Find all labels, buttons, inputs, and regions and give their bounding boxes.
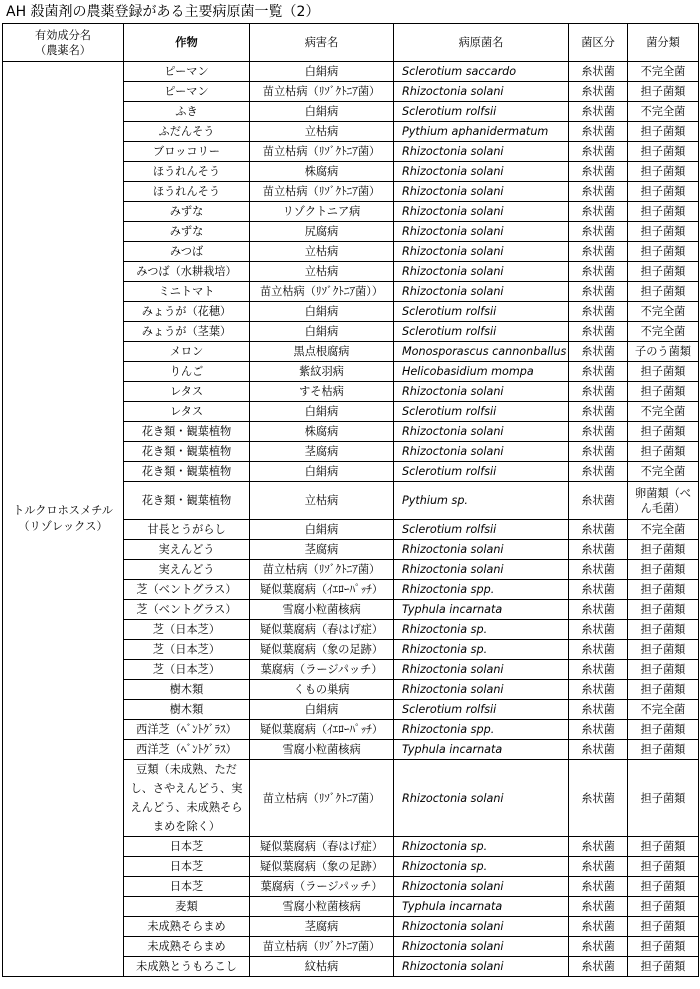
pathogen-cell: Rhizoctonia sp. [394, 640, 569, 660]
class-cell: 担子菌類 [628, 422, 699, 442]
pathogen-cell: Rhizoctonia solani [394, 422, 569, 442]
class-cell: 担子菌類 [628, 720, 699, 740]
disease-cell: 苗立枯病（ﾘｿﾞｸﾄﾆｱ菌） [250, 560, 394, 580]
pathogen-cell: Sclerotium saccardo [394, 62, 569, 82]
disease-cell: 葉腐病（ラージパッチ） [250, 660, 394, 680]
class-cell: 担子菌類 [628, 222, 699, 242]
type-cell: 糸状菌 [569, 402, 628, 422]
pathogen-cell: Sclerotium rolfsii [394, 700, 569, 720]
crop-cell: 未成熟とうもろこし [124, 957, 250, 977]
pathogen-cell: Rhizoctonia solani [394, 162, 569, 182]
disease-cell: 白絹病 [250, 520, 394, 540]
crop-cell: メロン [124, 342, 250, 362]
crop-cell: みつば [124, 242, 250, 262]
disease-cell: 立枯病 [250, 242, 394, 262]
header-type: 菌区分 [569, 24, 628, 62]
type-cell: 糸状菌 [569, 322, 628, 342]
type-cell: 糸状菌 [569, 560, 628, 580]
table-header-row [3, 24, 699, 62]
pathogen-cell: Rhizoctonia sp. [394, 620, 569, 640]
pathogen-cell: Rhizoctonia spp. [394, 720, 569, 740]
type-cell: 糸状菌 [569, 222, 628, 242]
crop-cell: 豆類（未成熟、ただし、さやえんどう、実えんどう、未成熟そらまめを除く） [124, 760, 250, 837]
crop-cell: 樹木類 [124, 680, 250, 700]
class-cell: 不完全菌 [628, 520, 699, 540]
crop-cell: 甘長とうがらし [124, 520, 250, 540]
type-cell: 糸状菌 [569, 362, 628, 382]
disease-cell: 苗立枯病（ﾘｿﾞｸﾄﾆｱ菌） [250, 760, 394, 837]
pathogen-cell: Typhula incarnata [394, 600, 569, 620]
header-pathogen: 病原菌名 [394, 24, 569, 62]
crop-cell: みつば（水耕栽培） [124, 262, 250, 282]
disease-cell: 雪腐小粒菌核病 [250, 897, 394, 917]
class-cell: 不完全菌 [628, 102, 699, 122]
type-cell: 糸状菌 [569, 937, 628, 957]
crop-cell: みょうが（花穂） [124, 302, 250, 322]
pathogen-cell: Rhizoctonia solani [394, 222, 569, 242]
class-cell: 担子菌類 [628, 837, 699, 857]
class-cell: 担子菌類 [628, 262, 699, 282]
type-cell: 糸状菌 [569, 720, 628, 740]
crop-cell: 日本芝 [124, 877, 250, 897]
pathogen-cell: Rhizoctonia solani [394, 82, 569, 102]
class-cell: 担子菌類 [628, 560, 699, 580]
class-cell: 担子菌類 [628, 857, 699, 877]
class-cell: 担子菌類 [628, 162, 699, 182]
pathogen-cell: Rhizoctonia solani [394, 540, 569, 560]
pathogen-cell: Rhizoctonia solani [394, 680, 569, 700]
crop-cell: 実えんどう [124, 540, 250, 560]
type-cell: 糸状菌 [569, 897, 628, 917]
class-cell: 担子菌類 [628, 242, 699, 262]
class-cell: 担子菌類 [628, 877, 699, 897]
disease-cell: 苗立枯病（ﾘｿﾞｸﾄﾆｱ菌） [250, 142, 394, 162]
pathogen-cell: Pythium sp. [394, 482, 569, 520]
type-cell: 糸状菌 [569, 442, 628, 462]
disease-cell: 苗立枯病（ﾘｿﾞｸﾄﾆｱ菌） [250, 937, 394, 957]
type-cell: 糸状菌 [569, 482, 628, 520]
table-body [3, 62, 699, 977]
crop-cell: りんご [124, 362, 250, 382]
pathogen-cell: Helicobasidium mompa [394, 362, 569, 382]
type-cell: 糸状菌 [569, 182, 628, 202]
class-cell: 担子菌類 [628, 937, 699, 957]
type-cell: 糸状菌 [569, 282, 628, 302]
disease-cell: 茎腐病 [250, 917, 394, 937]
type-cell: 糸状菌 [569, 640, 628, 660]
type-cell: 糸状菌 [569, 660, 628, 680]
disease-cell: 白絹病 [250, 62, 394, 82]
disease-cell: 紫紋羽病 [250, 362, 394, 382]
disease-cell: 株腐病 [250, 162, 394, 182]
pathogen-cell: Rhizoctonia solani [394, 382, 569, 402]
class-cell: 担子菌類 [628, 202, 699, 222]
pathogen-cell: Rhizoctonia solani [394, 242, 569, 262]
class-cell: 担子菌類 [628, 620, 699, 640]
disease-cell: 白絹病 [250, 322, 394, 342]
disease-cell: 白絹病 [250, 302, 394, 322]
type-cell: 糸状菌 [569, 202, 628, 222]
pathogen-cell: Rhizoctonia solani [394, 442, 569, 462]
crop-cell: みょうが（茎葉） [124, 322, 250, 342]
pathogen-cell: Rhizoctonia solani [394, 660, 569, 680]
crop-cell: ふだんそう [124, 122, 250, 142]
class-cell: 不完全菌 [628, 302, 699, 322]
crop-cell: 花き類・観葉植物 [124, 462, 250, 482]
type-cell: 糸状菌 [569, 540, 628, 560]
type-cell: 糸状菌 [569, 580, 628, 600]
disease-cell: 茎腐病 [250, 540, 394, 560]
crop-cell: みずな [124, 202, 250, 222]
class-cell: 担子菌類 [628, 957, 699, 977]
pathogen-cell: Rhizoctonia solani [394, 917, 569, 937]
crop-cell: 芝（ベントグラス） [124, 600, 250, 620]
disease-cell: リゾクトニア病 [250, 202, 394, 222]
disease-cell: 白絹病 [250, 462, 394, 482]
header-disease: 病害名 [250, 24, 394, 62]
disease-cell: 尻腐病 [250, 222, 394, 242]
disease-cell: 疑似葉腐病（春はげ症） [250, 620, 394, 640]
pathogen-cell: Sclerotium rolfsii [394, 520, 569, 540]
disease-cell: 雪腐小粒菌核病 [250, 600, 394, 620]
type-cell: 糸状菌 [569, 760, 628, 837]
pathogen-cell: Rhizoctonia solani [394, 182, 569, 202]
pathogen-cell: Rhizoctonia solani [394, 957, 569, 977]
class-cell: 担子菌類 [628, 660, 699, 680]
pathogen-cell: Rhizoctonia solani [394, 282, 569, 302]
type-cell: 糸状菌 [569, 917, 628, 937]
pathogen-cell: Sclerotium rolfsii [394, 322, 569, 342]
crop-cell: 花き類・観葉植物 [124, 482, 250, 520]
header-ingredient-label: 有効成分名 （農薬名） [35, 28, 91, 57]
type-cell: 糸状菌 [569, 462, 628, 482]
active-ingredient-label: トルクロホスメチル （リゾレックス） [13, 504, 113, 533]
crop-cell: 芝（日本芝） [124, 660, 250, 680]
type-cell: 糸状菌 [569, 142, 628, 162]
pathogen-cell: Typhula incarnata [394, 740, 569, 760]
crop-cell: 麦類 [124, 897, 250, 917]
pathogen-cell: Rhizoctonia solani [394, 760, 569, 837]
class-cell: 担子菌類 [628, 640, 699, 660]
crop-cell: 芝（ベントグラス） [124, 580, 250, 600]
pathogen-cell: Rhizoctonia solani [394, 202, 569, 222]
class-cell: 担子菌類 [628, 442, 699, 462]
pathogen-cell: Rhizoctonia solani [394, 262, 569, 282]
type-cell: 糸状菌 [569, 162, 628, 182]
class-cell: 子のう菌類 [628, 342, 699, 362]
class-cell: 担子菌類 [628, 540, 699, 560]
type-cell: 糸状菌 [569, 680, 628, 700]
pathogen-cell: Sclerotium rolfsii [394, 462, 569, 482]
pathogen-cell: Sclerotium rolfsii [394, 302, 569, 322]
crop-cell: ピーマン [124, 62, 250, 82]
disease-cell: 雪腐小粒菌核病 [250, 740, 394, 760]
crop-cell: ミニトマト [124, 282, 250, 302]
crop-cell: ブロッコリー [124, 142, 250, 162]
class-cell: 担子菌類 [628, 917, 699, 937]
crop-cell: ふき [124, 102, 250, 122]
class-cell: 担子菌類 [628, 362, 699, 382]
type-cell: 糸状菌 [569, 122, 628, 142]
crop-cell: 花き類・観葉植物 [124, 442, 250, 462]
disease-cell: 葉腐病（ラージパッチ） [250, 877, 394, 897]
pathogen-cell: Rhizoctonia spp. [394, 580, 569, 600]
type-cell: 糸状菌 [569, 82, 628, 102]
header-class: 菌分類 [628, 24, 699, 62]
disease-cell: 疑似葉腐病（象の足跡） [250, 857, 394, 877]
class-cell: 担子菌類 [628, 142, 699, 162]
crop-cell: レタス [124, 402, 250, 422]
type-cell: 糸状菌 [569, 520, 628, 540]
class-cell: 担子菌類 [628, 760, 699, 837]
type-cell: 糸状菌 [569, 600, 628, 620]
disease-cell: 疑似葉腐病（ｲｴﾛｰﾊﾟｯﾁ） [250, 720, 394, 740]
type-cell: 糸状菌 [569, 262, 628, 282]
crop-cell: 芝（日本芝） [124, 620, 250, 640]
crop-cell: ほうれんそう [124, 162, 250, 182]
disease-cell: 立枯病 [250, 122, 394, 142]
disease-cell: 苗立枯病（ﾘｿﾞｸﾄﾆｱ菌）） [250, 282, 394, 302]
type-cell: 糸状菌 [569, 422, 628, 442]
pathogen-cell: Pythium aphanidermatum [394, 122, 569, 142]
pathogen-cell: Sclerotium rolfsii [394, 102, 569, 122]
crop-cell: 日本芝 [124, 857, 250, 877]
disease-cell: 疑似葉腐病（ｲｴﾛｰﾊﾟｯﾁ） [250, 580, 394, 600]
class-cell: 卵菌類（べん毛菌） [628, 482, 699, 520]
type-cell: 糸状菌 [569, 837, 628, 857]
pathogen-cell: Monosporascus cannonballus [394, 342, 569, 362]
disease-cell: 苗立枯病（ﾘｿﾞｸﾄﾆｱ菌） [250, 182, 394, 202]
crop-cell: 芝（日本芝） [124, 640, 250, 660]
type-cell: 糸状菌 [569, 62, 628, 82]
class-cell: 担子菌類 [628, 600, 699, 620]
pathogen-cell: Rhizoctonia solani [394, 142, 569, 162]
class-cell: 不完全菌 [628, 322, 699, 342]
type-cell: 糸状菌 [569, 102, 628, 122]
crop-cell: レタス [124, 382, 250, 402]
type-cell: 糸状菌 [569, 740, 628, 760]
disease-cell: 疑似葉腐病（象の足跡） [250, 640, 394, 660]
crop-cell: 西洋芝（ﾍﾞﾝﾄｸﾞﾗｽ） [124, 740, 250, 760]
page-title: AH 殺菌剤の農薬登録がある主要病原菌一覧（2） [6, 4, 320, 20]
crop-cell: ほうれんそう [124, 182, 250, 202]
class-cell: 不完全菌 [628, 62, 699, 82]
type-cell: 糸状菌 [569, 877, 628, 897]
disease-cell: 茎腐病 [250, 442, 394, 462]
pathogen-cell: Sclerotium rolfsii [394, 402, 569, 422]
class-cell: 不完全菌 [628, 700, 699, 720]
class-cell: 担子菌類 [628, 182, 699, 202]
pathogen-table [2, 23, 699, 977]
disease-cell: くもの巣病 [250, 680, 394, 700]
pathogen-cell: Rhizoctonia sp. [394, 857, 569, 877]
crop-cell: 日本芝 [124, 837, 250, 857]
class-cell: 担子菌類 [628, 382, 699, 402]
header-crop: 作物 [124, 24, 250, 62]
pathogen-cell: Typhula incarnata [394, 897, 569, 917]
class-cell: 不完全菌 [628, 402, 699, 422]
type-cell: 糸状菌 [569, 342, 628, 362]
pathogen-cell: Rhizoctonia solani [394, 560, 569, 580]
disease-cell: 白絹病 [250, 102, 394, 122]
crop-cell: 西洋芝（ﾍﾞﾝﾄｸﾞﾗｽ） [124, 720, 250, 740]
disease-cell: 苗立枯病（ﾘｿﾞｸﾄﾆｱ菌） [250, 82, 394, 102]
pathogen-cell: Rhizoctonia solani [394, 877, 569, 897]
class-cell: 担子菌類 [628, 282, 699, 302]
class-cell: 担子菌類 [628, 580, 699, 600]
disease-cell: すそ枯病 [250, 382, 394, 402]
type-cell: 糸状菌 [569, 857, 628, 877]
type-cell: 糸状菌 [569, 242, 628, 262]
class-cell: 担子菌類 [628, 897, 699, 917]
disease-cell: 白絹病 [250, 700, 394, 720]
crop-cell: 花き類・観葉植物 [124, 422, 250, 442]
class-cell: 担子菌類 [628, 122, 699, 142]
disease-cell: 紋枯病 [250, 957, 394, 977]
crop-cell: 実えんどう [124, 560, 250, 580]
disease-cell: 立枯病 [250, 482, 394, 520]
table-row [3, 62, 699, 82]
class-cell: 担子菌類 [628, 740, 699, 760]
class-cell: 担子菌類 [628, 82, 699, 102]
crop-cell: みずな [124, 222, 250, 242]
class-cell: 不完全菌 [628, 462, 699, 482]
pathogen-cell: Rhizoctonia solani [394, 937, 569, 957]
header-ingredient [3, 24, 124, 62]
disease-cell: 疑似葉腐病（春はげ症） [250, 837, 394, 857]
type-cell: 糸状菌 [569, 700, 628, 720]
type-cell: 糸状菌 [569, 620, 628, 640]
type-cell: 糸状菌 [569, 302, 628, 322]
active-ingredient-cell [3, 62, 124, 977]
disease-cell: 白絹病 [250, 402, 394, 422]
crop-cell: 樹木類 [124, 700, 250, 720]
pathogen-cell: Rhizoctonia sp. [394, 837, 569, 857]
crop-cell: ピーマン [124, 82, 250, 102]
crop-cell: 未成熟そらまめ [124, 937, 250, 957]
disease-cell: 株腐病 [250, 422, 394, 442]
disease-cell: 黒点根腐病 [250, 342, 394, 362]
type-cell: 糸状菌 [569, 382, 628, 402]
class-cell: 担子菌類 [628, 680, 699, 700]
disease-cell: 立枯病 [250, 262, 394, 282]
type-cell: 糸状菌 [569, 957, 628, 977]
crop-cell: 未成熟そらまめ [124, 917, 250, 937]
